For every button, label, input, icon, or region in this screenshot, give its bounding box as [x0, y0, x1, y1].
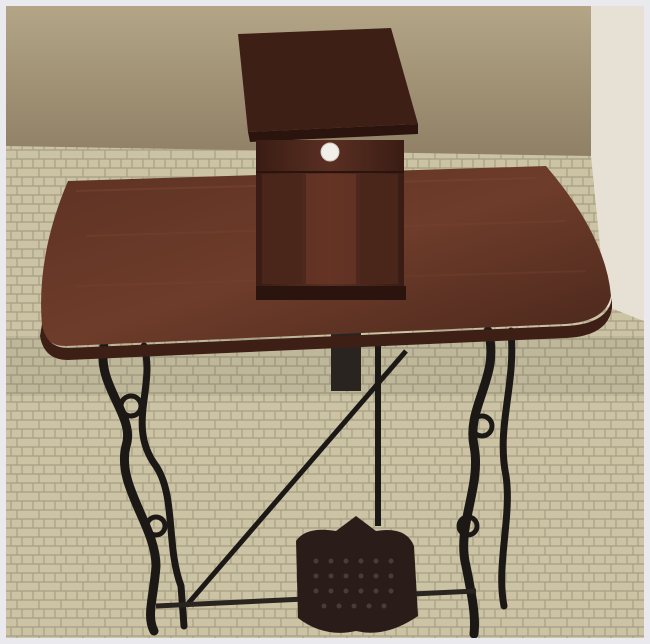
wooden-box-cover	[238, 28, 418, 300]
scene	[6, 6, 644, 638]
treadle-pedal	[296, 516, 418, 633]
cover-knob	[321, 143, 339, 161]
